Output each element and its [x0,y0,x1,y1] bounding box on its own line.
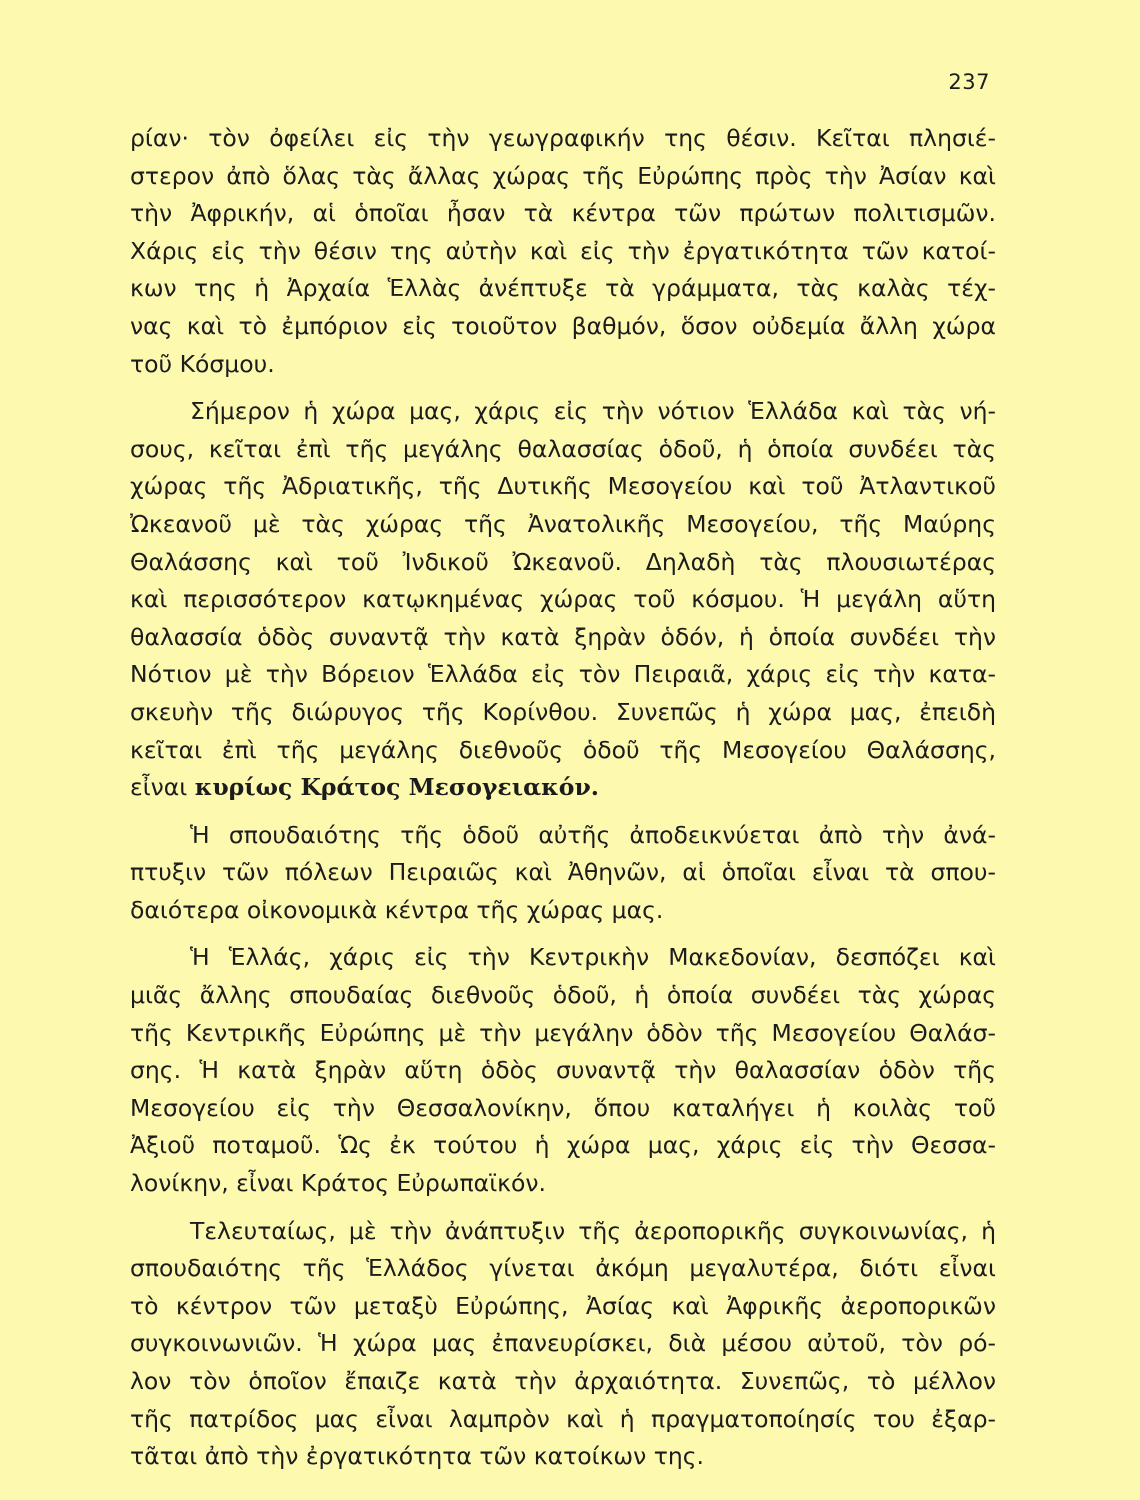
paragraph-1 [130,120,996,383]
text-line: Ὠκεανοῦ μὲ τὰς χώρας τῆς Ἀνατολικῆς Μεσογείου, τῆς Μαύρης [130,509,996,538]
text-line: μιᾶς ἄλλης σπουδαίας διεθνοῦς ὁδοῦ, ἡ ὁποία συνδέει τὰς χώρας [130,981,996,1010]
text-line: λονίκην, εἶναι Κράτος Εὐρωπαϊκόν. [130,1169,546,1198]
text-line: Χάρις εἰς τὴν θέσιν της αὐτὴν καὶ εἰς τὴν ἐργατικότητα τῶν κατοί- [130,236,996,265]
text-line: θαλασσία ὁδὸς συναντᾷ τὴν κατὰ ξηρὰν ὁδόν, ἡ ὁποία συνδέει τὴν [130,622,996,651]
text-line: καὶ περισσότερον κατῳκημένας χώρας τοῦ κόσμου. Ἡ μεγάλη αὕτη [130,585,996,614]
text-line: τὴν Ἀφρικήν, αἱ ὁποῖαι ἦσαν τὰ κέντρα τῶν πρώτων πολιτισμῶν. [130,199,996,228]
paragraph-5 [130,1213,996,1476]
text-line: κεῖται ἐπὶ τῆς μεγάλης διεθνοῦς ὁδοῦ τῆς Μεσογείου Θαλάσσης, [130,735,996,764]
text-line: ρίαν· τὸν ὀφείλει εἰς τὴν γεωγραφικήν της θέσιν. Κεῖται πλησιέ- [130,124,996,152]
text-line: σους, κεῖται ἐπὶ τῆς μεγάλης θαλασσίας ὁδοῦ, ἡ ὁποία συνδέει τὰς [130,434,996,463]
text-line: κων της ἡ Ἀρχαία Ἑλλὰς ἀνέπτυξε τὰ γράμματα, τὰς καλὰς τέχ- [130,274,996,303]
text-line: λον τὸν ὁποῖον ἔπαιζε κατὰ τὴν ἀρχαιότητα. Συνεπῶς, τὸ μέλλον [130,1367,996,1395]
text-line: σης. Ἡ κατὰ ξηρὰν αὕτη ὁδὸς συναντᾷ τὴν θαλασσίαν ὁδὸν τῆς [130,1056,996,1085]
text-line: Θαλάσσης καὶ τοῦ Ἰνδικοῦ Ὠκεανοῦ. Δηλαδὴ τὰς πλουσιωτέρας [130,547,996,576]
text-line-prefix: εἶναι [130,773,195,802]
text-line: τῆς Κεντρικῆς Εὐρώπης μὲ τὴν μεγάλην ὁδὸν τῆς Μεσογείου Θαλάσ- [130,1018,996,1047]
text-line: Νότιον μὲ τὴν Βόρειον Ἑλλάδα εἰς τὸν Πειραιᾶ, χάρις εἰς τὴν κατα- [130,660,996,689]
text-line: Ἡ σπουδαιότης τῆς ὁδοῦ αὐτῆς ἀποδεικνύεται ἀπὸ τὴν ἀνά- [190,820,996,849]
paragraph-4 [130,939,996,1202]
text-line: Σήμερον ἡ χώρα μας, χάρις εἰς τὴν νότιον Ἑλλάδα καὶ τὰς νή- [190,397,996,426]
text-line: σκευὴν τῆς διώρυγος τῆς Κορίνθου. Συνεπῶς ἡ χώρα μας, ἐπειδὴ [130,697,996,726]
text-line: δαιότερα οἰκονομικὰ κέντρα τῆς χώρας μας. [130,895,664,924]
text-line: τᾶται ἀπὸ τὴν ἐργατικότητα τῶν κατοίκων της. [130,1442,704,1471]
text-line: χώρας τῆς Ἀδριατικῆς, τῆς Δυτικῆς Μεσογείου καὶ τοῦ Ἀτλαντικοῦ [130,472,996,501]
text-line: Μεσογείου εἰς τὴν Θεσσαλονίκην, ὅπου καταλήγει ἡ κοιλὰς τοῦ [130,1093,996,1122]
emphasized-conclusion: κυρίως Κράτος Μεσογειακόν. [194,773,599,802]
text-line: συγκοινωνιῶν. Ἡ χώρα μας ἐπανευρίσκει, διὰ μέσου αὐτοῦ, τὸν ρό- [130,1329,996,1358]
page-number: 237 [948,70,990,94]
text-line: νας καὶ τὸ ἐμπόριον εἰς τοιοῦτον βαθμόν, ὅσον οὐδεμία ἄλλη χώρα [130,311,996,340]
text-line: σπουδαιότης τῆς Ἑλλάδος γίνεται ἀκόμη μεγαλυτέρα, διότι εἶναι [130,1254,996,1283]
paragraph-2 [130,393,996,807]
text-line: πτυξιν τῶν πόλεων Πειραιῶς καὶ Ἀθηνῶν, αἱ ὁποῖαι εἶναι τὰ σπου- [130,858,996,887]
text-line: Τελευταίως, μὲ τὴν ἀνάπτυξιν τῆς ἀεροπορικῆς συγκοινωνίας, ἡ [190,1216,996,1245]
text-line: τὸ κέντρον τῶν μεταξὺ Εὐρώπης, Ἀσίας καὶ Ἀφρικῆς ἀεροπορικῶν [130,1291,996,1320]
text-line: Ἀξιοῦ ποταμοῦ. Ὡς ἐκ τούτου ἡ χώρα μας, χάρις εἰς τὴν Θεσσα- [130,1131,996,1160]
text-line: τῆς πατρίδος μας εἶναι λαμπρὸν καὶ ἡ πραγματοποίησίς του ἐξαρ- [130,1404,996,1433]
text-line: Ἡ Ἑλλάς, χάρις εἰς τὴν Κεντρικὴν Μακεδονίαν, δεσπόζει καὶ [190,943,996,972]
text-line: στερον ἀπὸ ὅλας τὰς ἄλλας χώρας τῆς Εὐρώπης πρὸς τὴν Ἀσίαν καὶ [130,161,996,190]
text-line [130,769,996,807]
paragraph-3 [130,817,996,930]
text-line: τοῦ Κόσμου. [130,349,275,378]
body-text [130,120,996,1476]
